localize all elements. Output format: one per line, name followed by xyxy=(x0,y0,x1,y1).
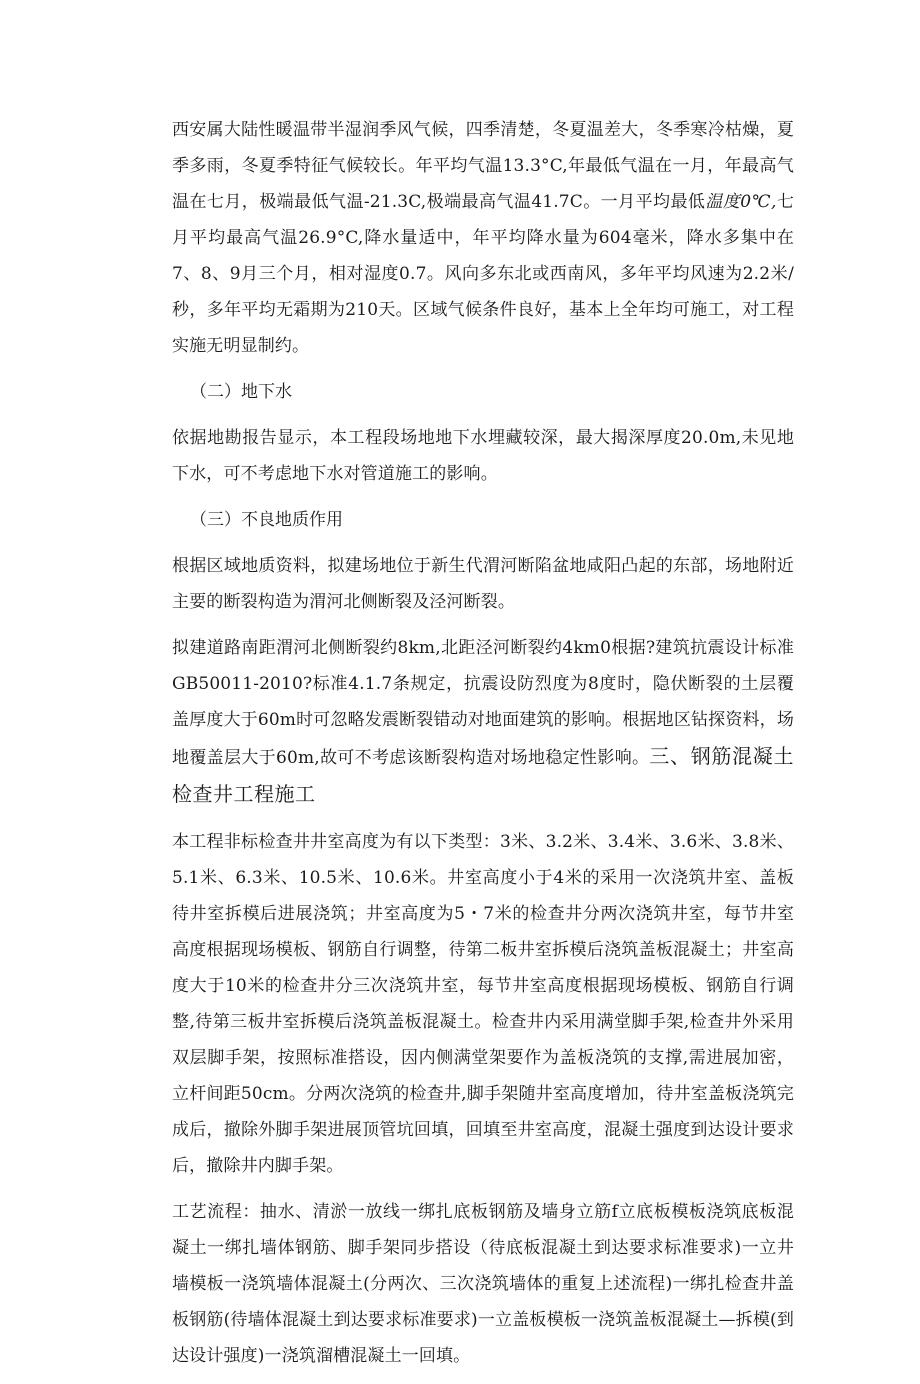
paragraph-groundwater: 依据地勘报告显示，本工程段场地地下水埋藏较深，最大揭深厚度20.0m,未见地下水，可不考虑地下水对管道施工的影响。 xyxy=(172,428,794,484)
heading-groundwater: （二）地下水 xyxy=(190,382,292,402)
paragraph-well-types: 本工程非标检查井井室高度为有以下类型：3米、3.2米、3.4米、3.6米、3.8米、5.1米、6.3米、10.5米、10.6米。井室高度小于4米的采用一次浇筑井室、盖板待井室拆模后进展浇筑；井室高度为5・7米的检查井分两次浇筑井室，每节井室高度根据现场模板、钢筋自行调整，待第二板井室拆模后浇筑盖板混凝土；井室高度大于10米的检查井分三次浇筑井室，每节井室高度根据现场模板、钢筋自行调整,待第三板井室拆模后浇筑盖板混凝土。检查井内采用满堂脚手架,检查井外采用双层脚手架，按照标准搭设，因内侧满堂架要作为盖板浇筑的支撑,需进展加密，立杆间距50cm。分两次浇筑的检查井,脚手架随井室高度增加，待井室盖板浇筑完成后，撤除外脚手架进展顶管坑回填，回填至井室高度，混凝土强度到达设计要求后，撤除井内脚手架。 xyxy=(172,832,794,1176)
paragraph-process-flow: 工艺流程：抽水、清淤一放线一绑扎底板钢筋及墙身立筋f立底板模板浇筑底板混凝土一绑扎墙体钢筋、脚手架同步搭设（待底板混凝土到达要求标准要求)一立井墙模板一浇筑墙体混凝土(分两次、三次浇筑墙体的重复上述流程)一绑扎检查井盖板钢筋(待墙体混凝土到达要求标准要求)一立盖板模板一浇筑盖板混凝土—拆模(到达设计强度)一浇筑溜槽混凝土一回填。 xyxy=(172,1202,794,1366)
paragraph-geology-faults xyxy=(172,630,794,814)
paragraph-geology-regional: 根据区域地质资料，拟建场地位于新生代渭河断陷盆地咸阳凸起的东部，场地附近主要的断裂构造为渭河北侧断裂及泾河断裂。 xyxy=(172,556,794,612)
geology-faults-text: 拟建道路南距渭河北侧断裂约8km,北距泾河断裂约4km0根据?建筑抗震设计标准GB50011-2010?标准4.1.7条规定，抗震设防烈度为8度时，隐伏断裂的土层覆盖厚度大于60m时可忽略发震断裂错动对地面建筑的影响。根据地区钻探资料，场地覆盖层大于60m,故可不考虑该断裂构造对场地稳定性影响。 xyxy=(172,638,794,768)
section-heading-inspection-wells: 三、钢筋混凝土检查井工程施工 xyxy=(172,744,794,806)
climate-text-part-2: 七月平均最高气温26.9°C,降水量适中，年平均降水量为604毫米，降水多集中在7、8、9月三个月，相对湿度0.7。风向多东北或西南风，多年平均风速为2.2米/秒，多年平均无霜期为210天。区域气候条件良好，基本上全年均可施工，对工程实施无明显制约。 xyxy=(172,192,794,356)
heading-adverse-geology: （三）不良地质作用 xyxy=(190,510,343,530)
paragraph-climate xyxy=(172,112,794,364)
climate-text-part-1: 西安属大陆性暖温带半湿润季风气候，四季清楚，冬夏温差大，冬季寒冷枯燥，夏季多雨，冬夏季特征气候较长。年平均气温13.3°C,年最低气温在一月，年最高气温在七月，极端最低气温-21.3C,极端最高气温41.7C。一月平均最低 xyxy=(172,120,794,212)
document-body xyxy=(172,112,794,1384)
climate-italic-temperature: 温度0℃, xyxy=(705,192,777,212)
